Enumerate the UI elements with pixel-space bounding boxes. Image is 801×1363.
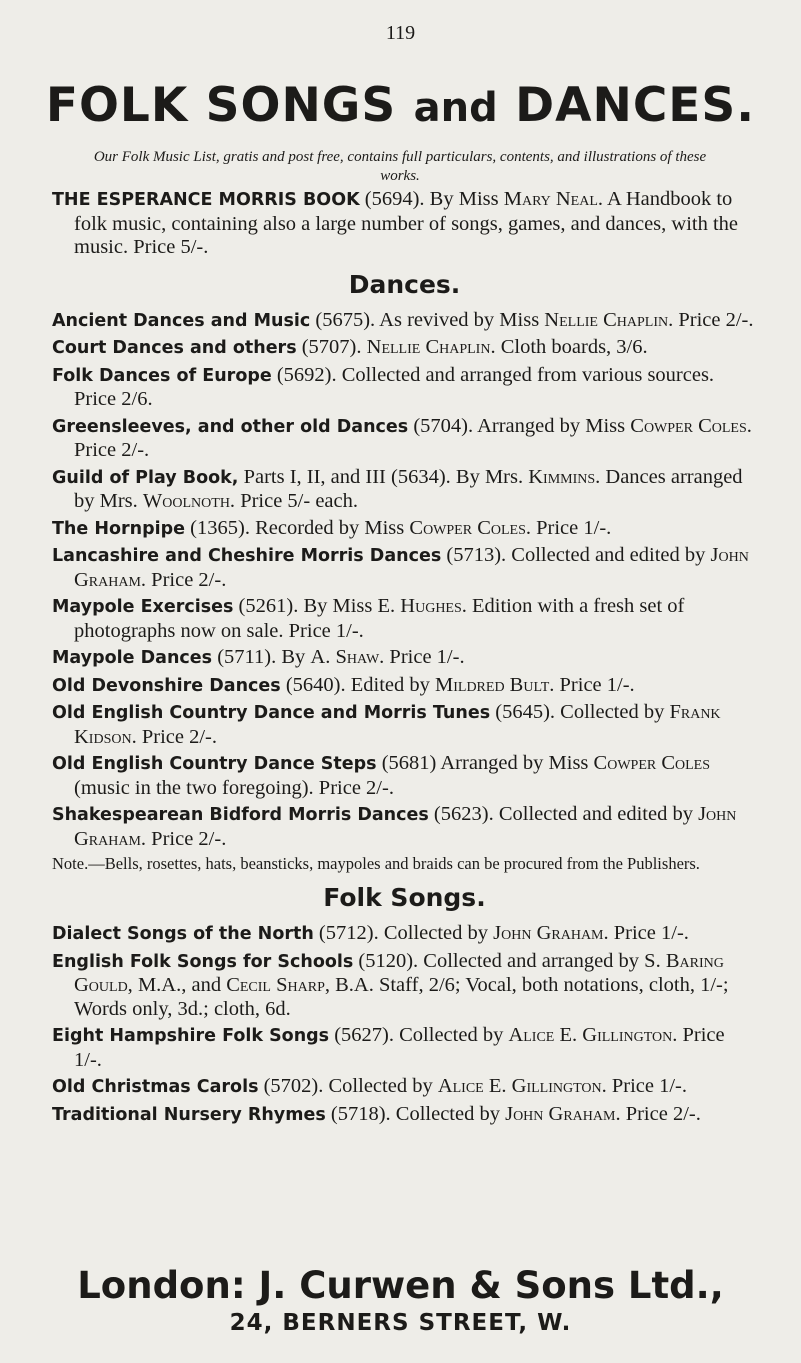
entry-author: Cowper Coles <box>593 752 711 774</box>
entry-title: Old Devonshire Dances <box>52 675 281 696</box>
entry-title: Maypole Exercises <box>52 597 234 617</box>
entry-title: Old English Country Dance Steps <box>52 754 377 774</box>
page-title <box>0 78 801 133</box>
entry-author: Nellie Chaplin. <box>366 336 496 358</box>
entry-author: John Graham. <box>74 803 737 850</box>
publisher-name: London: J. Curwen & Sons Ltd., <box>77 1264 724 1307</box>
entry-text: Price 2/-. <box>673 308 754 331</box>
entry-author: Cecil Sharp, <box>226 974 330 996</box>
entry-title: Old Christmas Carols <box>52 1077 259 1097</box>
entry-author: Alice E. Gillington. <box>508 1024 678 1046</box>
entry-text: Price 1/-. <box>384 646 465 668</box>
page-number: 119 <box>385 22 416 44</box>
catalogue-entry <box>52 595 757 643</box>
entry-title: Old English Country Dance and Morris Tunes <box>52 703 491 723</box>
entry-title: Ancient Dances and Music <box>52 310 311 331</box>
catalogue-entry <box>52 364 757 412</box>
entry-text: Edition with a fresh set of photographs now on sale. Price 1/-. <box>74 595 685 642</box>
catalogue-entry <box>52 646 757 671</box>
entry-author: Cowper Coles. <box>409 516 531 539</box>
entry-text: Price 1/-. <box>606 1075 688 1097</box>
entry-text: (5713). Collected and edited by <box>441 544 711 566</box>
entry-text: (5645). Collected by <box>490 701 670 723</box>
songs-heading: Folk Songs. <box>323 883 486 912</box>
entry-title: Eight Hampshire Folk Songs <box>52 1026 330 1046</box>
catalogue-entry <box>52 950 757 1022</box>
entry-title: Folk Dances of Europe <box>52 365 272 386</box>
entry-title: Shakespearean Bidford Morris Dances <box>52 805 429 825</box>
catalogue-entry <box>52 415 757 463</box>
entry-text: (5704). Arranged by Miss <box>408 414 631 437</box>
entry-author: Kimmins. <box>528 465 601 488</box>
entry-text: Price 1/-. <box>608 922 689 944</box>
entry-text: (5692). Collected and arranged from various sources. Price 2/6. <box>74 363 715 410</box>
entry-text: Price 2/-. <box>136 725 217 748</box>
entry-text: Cloth boards, 3/6. <box>495 336 648 358</box>
entry-author: John Graham. <box>505 1102 621 1125</box>
entry-text: (5623). Collected and edited by <box>428 803 699 825</box>
entry-text: (5718). Collected by <box>325 1102 506 1125</box>
entry-title: Maypole Dances <box>52 648 213 668</box>
entry-author: A. Shaw. <box>310 646 385 668</box>
entry-text: (5711). By <box>212 646 311 668</box>
entry-text: (5261). By Miss <box>233 595 378 617</box>
entry-text: (5702). Collected by <box>258 1075 438 1097</box>
entry-title: THE ESPERANCE MORRIS BOOK <box>52 190 360 210</box>
entry-text: (5675). As revived by Miss <box>310 308 545 331</box>
catalogue-entry <box>52 309 757 334</box>
intro-entry <box>52 188 757 260</box>
entry-text: (5681) Arranged by Miss <box>376 752 594 774</box>
entry-title: Lancashire and Cheshire Morris Dances <box>52 546 442 566</box>
catalogue-entry <box>52 1075 757 1100</box>
entry-title: Dialect Songs of the North <box>52 924 314 944</box>
entry-text: (5712). Collected by <box>313 922 494 944</box>
catalogue-entry <box>52 1024 757 1072</box>
entry-text: (5694). By Miss <box>359 188 504 210</box>
title-part-b: DANCES. <box>515 78 756 133</box>
entry-author: Alice E. Gillington. <box>437 1075 607 1097</box>
entry-title: Greensleeves, and other old Dances <box>52 416 409 437</box>
entry-title: Traditional Nursery Rhymes <box>52 1104 326 1125</box>
publisher-address: 24, BERNERS STREET, W. <box>229 1310 572 1336</box>
catalogue-entry <box>52 922 757 947</box>
catalogue-entry <box>52 701 757 749</box>
entry-text: (5627). Collected by <box>329 1024 509 1046</box>
dances-list <box>52 309 757 852</box>
catalogue-entry <box>52 544 757 592</box>
entry-author: S. Baring Gould, <box>74 949 724 996</box>
catalogue-entry <box>52 674 757 699</box>
catalogue-subtitle: Our Folk Music List, gratis and post free, contains full particulars, contents, and illustrations of these works. <box>93 149 707 184</box>
entry-text: (1365). Recorded by Miss <box>185 516 410 539</box>
entry-text: Price 1/-. <box>554 673 635 696</box>
entry-text: (5707). <box>296 336 367 358</box>
catalogue-entry <box>52 752 757 800</box>
entry-text: Price 2/-. <box>146 827 227 850</box>
entry-text: Parts I, II, and III (5634). By Mrs. <box>238 465 529 488</box>
catalogue-content <box>52 188 757 1130</box>
entry-author: E. Hughes. <box>377 595 467 617</box>
entry-text: Price 2/-. <box>146 568 227 591</box>
entry-title: Court Dances and others <box>52 338 297 358</box>
entry-text: (music in the two foregoing). Price 2/-. <box>74 776 394 799</box>
title-part-a: FOLK SONGS <box>45 78 397 133</box>
catalogue-entry <box>52 336 757 361</box>
entry-author: Frank Kidson. <box>74 701 721 748</box>
entry-author: John Graham. <box>74 544 749 591</box>
dances-heading: Dances. <box>348 269 461 299</box>
entry-text: M.A., and <box>132 974 227 996</box>
entry-text: Price 2/-. <box>74 439 150 461</box>
entry-text: B.A. Staff, 2/6; Vocal, both notations, cloth, 1/-; Words only, 3d.; cloth, 6d. <box>74 974 729 1020</box>
songs-list <box>52 922 757 1127</box>
publisher-footer <box>0 1264 801 1338</box>
catalogue-entry <box>52 517 757 542</box>
entry-title: The Hornpipe <box>52 518 186 539</box>
entry-author: Mary Neal. <box>503 188 604 210</box>
entry-title: Guild of Play Book, <box>52 467 239 488</box>
entry-text: Price 1/-. <box>531 516 612 539</box>
entry-text: Price 1/-. <box>74 1024 725 1071</box>
entry-author: John Graham. <box>493 922 609 944</box>
entry-author: Mildred Bult. <box>435 673 555 696</box>
catalogue-entry <box>52 466 757 514</box>
catalogue-entry <box>52 1103 757 1128</box>
entry-text: A Handbook to folk music, containing also a large number of songs, games, and dances, with the music. Price 5/-. <box>74 188 739 258</box>
title-and: and <box>413 85 498 131</box>
entry-title: English Folk Songs for Schools <box>52 951 354 972</box>
entry-text: (5640). Edited by <box>280 673 435 696</box>
entry-author: Nellie Chaplin. <box>544 308 674 331</box>
catalogue-entry <box>52 803 757 851</box>
dances-note: Note.—Bells, rosettes, hats, beansticks, maypoles and braids can be procured from the Publishers. <box>52 854 700 873</box>
entry-text: Price 5/- each. <box>235 490 359 512</box>
entry-text: Price 2/-. <box>620 1102 701 1125</box>
entry-author: Woolnoth. <box>142 490 236 512</box>
entry-text: (5120). Collected and arranged by <box>353 949 645 972</box>
entry-author: Cowper Coles. <box>630 414 752 437</box>
entry-text: Dances arranged by Mrs. <box>74 465 743 512</box>
